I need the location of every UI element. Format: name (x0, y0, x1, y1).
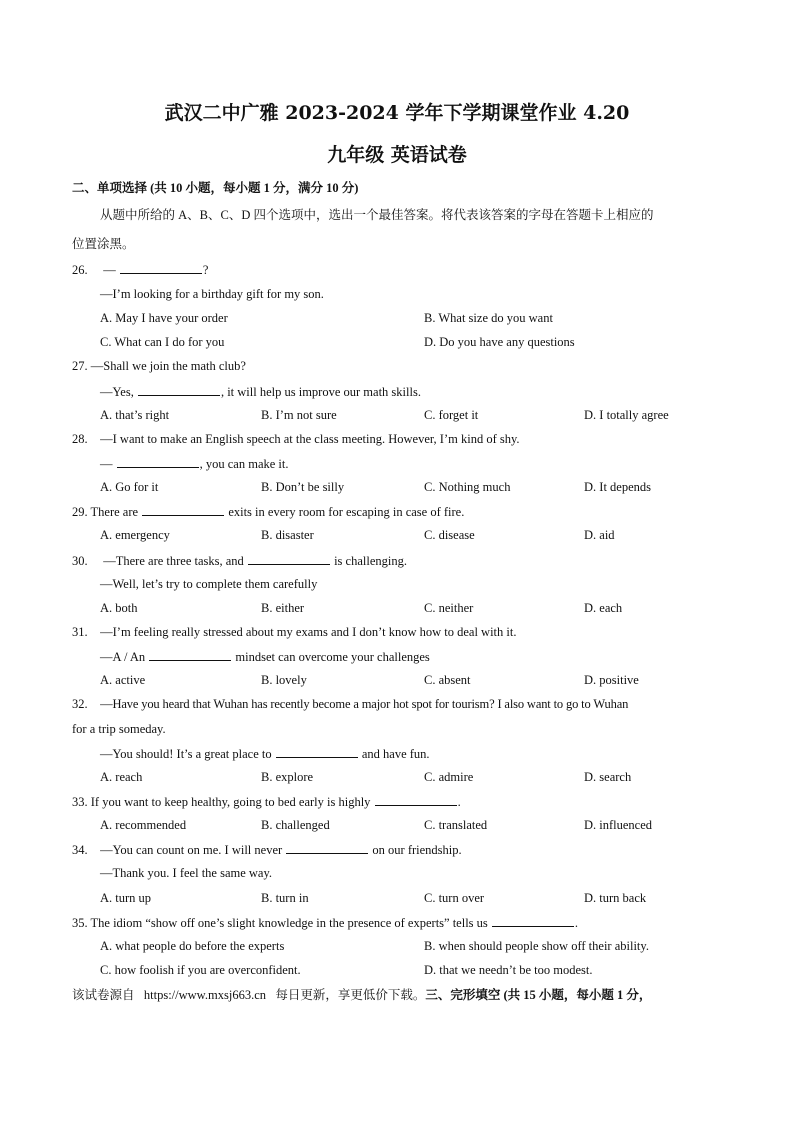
stem-text: —You can count on me. I will never (100, 843, 283, 857)
section-instruction-cont: 位置涂黑。 (72, 237, 135, 251)
option-b: B. when should people show off their ability. (424, 939, 649, 953)
option-c: C. translated (424, 818, 488, 832)
dash: — (103, 263, 116, 277)
answer-blank (120, 261, 202, 274)
footer-link[interactable]: https://www.mxsj663.cn (143, 988, 266, 1002)
question-35-stem (72, 914, 578, 931)
option-a: A. May I have your order (100, 311, 228, 325)
option-c: C. neither (424, 601, 474, 615)
option-a: A. what people do before the experts (100, 939, 285, 953)
option-a: A. active (100, 673, 146, 687)
punct: . (457, 795, 461, 809)
question-number: 30. (72, 554, 88, 568)
answer-blank (375, 793, 457, 806)
question-28-stem (72, 431, 520, 447)
punct: ? (202, 263, 209, 277)
question-34-stem (72, 841, 462, 858)
option-d: D. It depends (584, 480, 651, 494)
exam-title: 武汉二中广雅 2023-2024 学年下学期课堂作业 4.20 (164, 102, 630, 124)
question-34-reply: —Thank you. I feel the same way. (100, 866, 273, 880)
answer-blank (492, 914, 574, 927)
stem-text: on our friendship. (372, 843, 462, 857)
answer-blank (286, 841, 368, 854)
option-a: A. both (100, 601, 138, 615)
section-heading: 二、单项选择 (共 10 小题，每小题 1 分，满分 10 分) (72, 181, 359, 195)
question-31-stem (72, 624, 516, 640)
next-section-heading: 三、完形填空 (共 15 小题，每小题 1 分， (425, 988, 652, 1002)
option-b: B. lovely (261, 673, 307, 687)
option-c: C. turn over (424, 891, 485, 905)
option-a: A. that’s right (100, 408, 170, 422)
question-30-reply: —Well, let’s try to complete them carefully (100, 577, 318, 591)
stem-text: 33. If you want to keep healthy, going to bed early is highly (72, 795, 371, 809)
option-c: C. absent (424, 673, 471, 687)
answer-blank (149, 648, 231, 661)
option-c: C. disease (424, 528, 475, 542)
stem-text: —There are three tasks, and (103, 554, 244, 568)
stem-text: —I’m feeling really stressed about my exams and I don’t know how to deal with it. (100, 625, 517, 639)
question-33-stem (72, 793, 461, 810)
question-number: 31. (72, 625, 88, 639)
question-number: 28. (72, 432, 88, 446)
question-27-stem: 27. —Shall we join the math club? (72, 359, 246, 373)
punct: . (574, 916, 579, 930)
option-b: B. turn in (261, 891, 309, 905)
stem-text: —I want to make an English speech at the class meeting. However, I’m kind of shy. (100, 432, 520, 446)
answer-blank (138, 383, 220, 396)
stem-text: exits in every room for escaping in case of fire. (228, 505, 465, 519)
option-c: C. how foolish if you are overconfident. (100, 963, 301, 977)
option-c: C. forget it (424, 408, 479, 422)
option-b: B. explore (261, 770, 314, 784)
stem-text: 35. The idiom “show off one’s slight knowledge in the presence of experts” tells us (72, 916, 488, 930)
answer-blank (142, 503, 224, 516)
reply-part: —A / An (100, 650, 146, 664)
question-28-reply (100, 455, 289, 472)
option-d: D. that we needn’t be too modest. (424, 963, 593, 977)
option-d: D. Do you have any questions (424, 335, 575, 349)
answer-blank (117, 455, 199, 468)
option-d: D. turn back (584, 891, 647, 905)
question-number: 26. (72, 263, 88, 277)
section-instruction: 从题中所给的 A、B、C、D 四个选项中，选出一个最佳答案。将代表该答案的字母在答题卡上相应的 (100, 208, 654, 222)
option-d: D. I totally agree (584, 408, 669, 422)
question-27-reply (100, 383, 421, 400)
question-number: 32. (72, 697, 88, 711)
option-c: C. admire (424, 770, 474, 784)
dash: — (100, 457, 113, 471)
stem-text: is challenging. (334, 554, 407, 568)
exam-subtitle: 九年级 英语试卷 (327, 144, 467, 166)
option-a: A. Go for it (100, 480, 159, 494)
stem-text: 29. There are (72, 505, 139, 519)
question-number: 34. (72, 843, 88, 857)
option-a: A. turn up (100, 891, 152, 905)
footer-line (72, 987, 732, 1003)
option-a: A. reach (100, 770, 143, 784)
option-b: B. challenged (261, 818, 330, 832)
answer-blank (248, 552, 330, 565)
option-d: D. search (584, 770, 632, 784)
reply-part: and have fun. (361, 747, 430, 761)
footer-source: 该试卷源自 (72, 988, 135, 1002)
question-26-stem (72, 261, 208, 278)
option-d: D. positive (584, 673, 639, 687)
answer-blank (276, 745, 358, 758)
option-a: A. emergency (100, 528, 170, 542)
question-31-reply (100, 648, 430, 665)
reply-part: , it will help us improve our math skills. (220, 385, 421, 399)
footer-promo: 每日更新，享更低价下载。 (275, 988, 426, 1002)
question-32-stem-cont: for a trip someday. (72, 722, 166, 736)
option-d: D. each (584, 601, 623, 615)
option-b: B. Don’t be silly (261, 480, 345, 494)
stem-text: —Have you heard that Wuhan has recently become a major hot spot for tourism? I also want to go to Wuhan (100, 697, 629, 711)
reply-part: —You should! It’s a great place to (100, 747, 272, 761)
question-30-stem (72, 552, 407, 569)
question-32-stem (72, 696, 722, 712)
option-b: B. I’m not sure (261, 408, 337, 422)
option-c: C. Nothing much (424, 480, 511, 494)
question-29-stem (72, 503, 464, 520)
option-d: D. influenced (584, 818, 653, 832)
reply-part: mindset can overcome your challenges (235, 650, 430, 664)
question-32-reply (100, 745, 430, 762)
reply-part: —Yes, (100, 385, 134, 399)
question-26-reply: —I’m looking for a birthday gift for my son. (100, 287, 324, 301)
option-d: D. aid (584, 528, 615, 542)
option-b: B. disaster (261, 528, 314, 542)
option-b: B. What size do you want (424, 311, 553, 325)
option-c: C. What can I do for you (100, 335, 225, 349)
option-a: A. recommended (100, 818, 187, 832)
reply-part: , you can make it. (199, 457, 289, 471)
option-b: B. either (261, 601, 305, 615)
